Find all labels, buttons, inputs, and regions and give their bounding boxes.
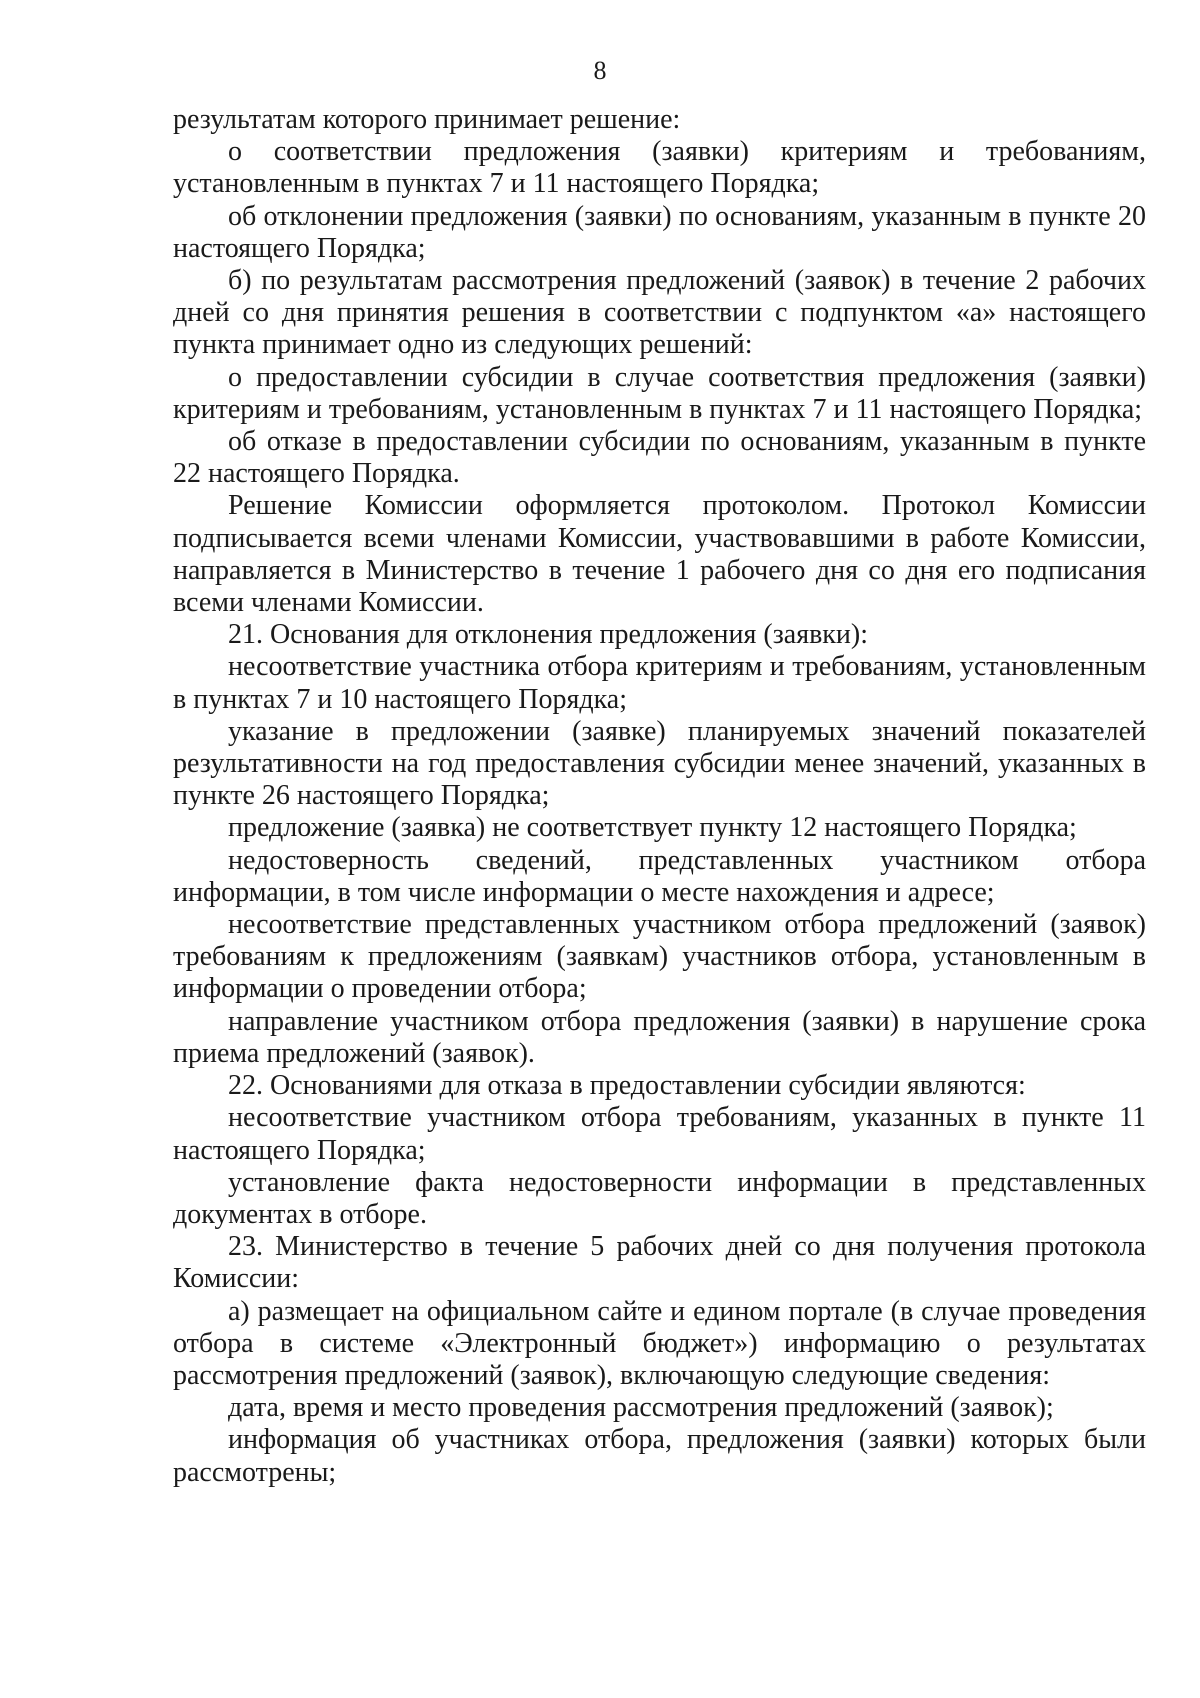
paragraph: несоответствие представленных участником отбора предложений (заявок) требованиям к предложениям (заявкам) участников отбора, установленным в информации о проведении отбора; bbox=[173, 909, 1146, 1005]
paragraph: предложение (заявка) не соответствует пункту 12 настоящего Порядка; bbox=[228, 812, 1077, 844]
paragraph: несоответствие участника отбора критериям и требованиям, установленным в пунктах 7 и 10 настоящего Порядка; bbox=[173, 651, 1146, 715]
section-heading-21: 21. Основания для отклонения предложения (заявки): bbox=[228, 619, 868, 651]
paragraph: об отклонении предложения (заявки) по основаниям, указанным в пункте 20 настоящего Порядка; bbox=[173, 200, 1146, 264]
paragraph: несоответствие участником отбора требованиям, указанных в пункте 11 настоящего Порядка; bbox=[173, 1102, 1146, 1166]
paragraph: об отказе в предоставлении субсидии по основаниям, указанным в пункте 22 настоящего Порядка. bbox=[173, 426, 1146, 490]
paragraph: о соответствии предложения (заявки) критериям и требованиям, установленным в пунктах 7 и 11 настоящего Порядка; bbox=[173, 136, 1146, 200]
paragraph: установление факта недостоверности информации в представленных документах в отборе. bbox=[173, 1166, 1146, 1230]
paragraph: Решение Комиссии оформляется протоколом. Протокол Комиссии подписывается всеми членами Комиссии, участвовавшими в работе Комиссии, направляется в Министерство в течение 1 рабочего дня со дня его подписания всеми членами Комиссии. bbox=[173, 490, 1146, 619]
paragraph: а) размещает на официальном сайте и едином портале (в случае проведения отбора в системе «Электронный бюджет») информацию о результатах рассмотрения предложений (заявок), включающую следующие сведения: bbox=[173, 1295, 1146, 1391]
paragraph: б) по результатам рассмотрения предложений (заявок) в течение 2 рабочих дней со дня принятия решения в соответствии с подпунктом «а» настоящего пункта принимает одно из следующих решений: bbox=[173, 265, 1146, 361]
paragraph: результатам которого принимает решение: bbox=[173, 104, 681, 135]
section-heading-23: 23. Министерство в течение 5 рабочих дней со дня получения протокола Комиссии: bbox=[173, 1231, 1146, 1295]
paragraph: недостоверность сведений, представленных участником отбора информации, в том числе информации о месте нахождения и адресе; bbox=[173, 844, 1146, 908]
paragraph: о предоставлении субсидии в случае соответствия предложения (заявки) критериям и требованиям, установленным в пунктах 7 и 11 настоящего Порядка; bbox=[173, 361, 1146, 425]
page-number: 8 bbox=[593, 56, 607, 85]
paragraph: информация об участниках отбора, предложения (заявки) которых были рассмотрены; bbox=[173, 1424, 1146, 1488]
paragraph: указание в предложении (заявке) планируемых значений показателей результативности на год предоставления субсидии менее значений, указанных в пункте 26 настоящего Порядка; bbox=[173, 715, 1146, 812]
section-heading-22: 22. Основаниями для отказа в предоставлении субсидии являются: bbox=[228, 1070, 1026, 1102]
paragraph: дата, время и место проведения рассмотрения предложений (заявок); bbox=[228, 1392, 1054, 1424]
paragraph: направление участником отбора предложения (заявки) в нарушение срока приема предложений (заявок). bbox=[173, 1005, 1146, 1069]
document-body bbox=[173, 104, 1146, 1489]
